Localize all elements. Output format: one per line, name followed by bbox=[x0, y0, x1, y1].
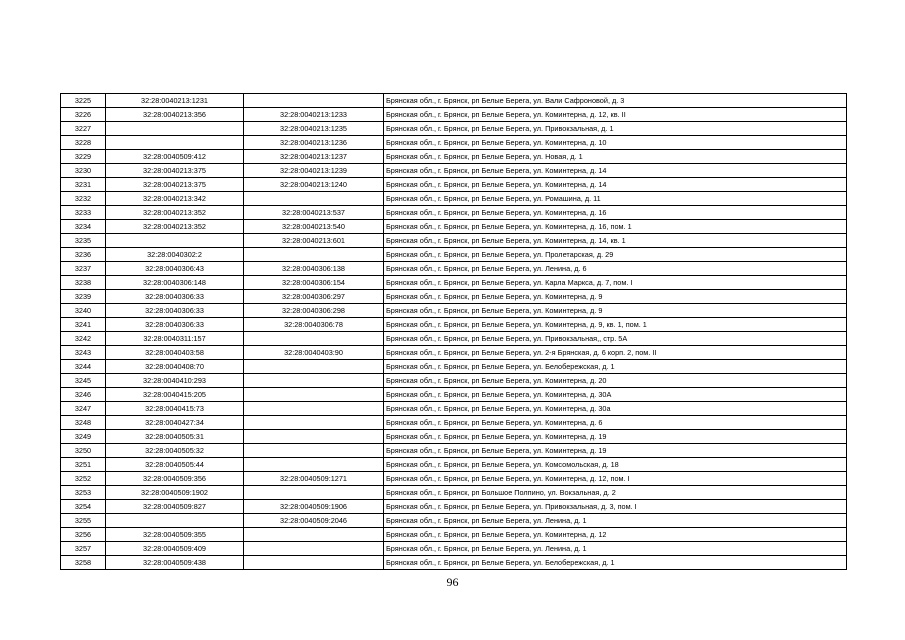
related-cadastral-number-cell bbox=[244, 556, 384, 570]
table-row bbox=[61, 486, 847, 500]
related-cadastral-number-cell: 32:28:0040213:1237 bbox=[244, 150, 384, 164]
cadastral-number-cell bbox=[106, 122, 244, 136]
table-row bbox=[61, 444, 847, 458]
related-cadastral-number-cell: 32:28:0040213:601 bbox=[244, 234, 384, 248]
address-cell: Брянская обл., г. Брянск, рп Большое Полпино, ул. Вокзальная, д. 2 bbox=[384, 486, 847, 500]
address-cell: Брянская обл., г. Брянск, рп Белые Берега, ул. Ромашина, д. 11 bbox=[384, 192, 847, 206]
cadastral-number-cell: 32:28:0040427:34 bbox=[106, 416, 244, 430]
address-cell: Брянская обл., г. Брянск, рп Белые Берега, ул. Коминтерна, д. 14 bbox=[384, 164, 847, 178]
table-row bbox=[61, 430, 847, 444]
cadastral-number-cell: 32:28:0040306:33 bbox=[106, 290, 244, 304]
row-number-cell: 3255 bbox=[61, 514, 106, 528]
cadastral-number-cell: 32:28:0040505:44 bbox=[106, 458, 244, 472]
related-cadastral-number-cell: 32:28:0040403:90 bbox=[244, 346, 384, 360]
row-number-cell: 3244 bbox=[61, 360, 106, 374]
cadastral-number-cell: 32:28:0040509:412 bbox=[106, 150, 244, 164]
table-row bbox=[61, 262, 847, 276]
cadastral-number-cell: 32:28:0040213:342 bbox=[106, 192, 244, 206]
table-row bbox=[61, 332, 847, 346]
address-cell: Брянская обл., г. Брянск, рп Белые Берега, ул. Коминтерна, д. 9 bbox=[384, 304, 847, 318]
related-cadastral-number-cell bbox=[244, 528, 384, 542]
table-body bbox=[61, 94, 847, 570]
address-cell: Брянская обл., г. Брянск, рп Белые Берега, ул. Коминтерна, д. 9 bbox=[384, 290, 847, 304]
row-number-cell: 3247 bbox=[61, 402, 106, 416]
row-number-cell: 3248 bbox=[61, 416, 106, 430]
related-cadastral-number-cell bbox=[244, 388, 384, 402]
row-number-cell: 3256 bbox=[61, 528, 106, 542]
row-number-cell: 3226 bbox=[61, 108, 106, 122]
row-number-cell: 3251 bbox=[61, 458, 106, 472]
related-cadastral-number-cell bbox=[244, 94, 384, 108]
cadastral-number-cell: 32:28:0040415:73 bbox=[106, 402, 244, 416]
table-row bbox=[61, 234, 847, 248]
cadastral-number-cell: 32:28:0040403:58 bbox=[106, 346, 244, 360]
table-row bbox=[61, 220, 847, 234]
cadastral-number-cell: 32:28:0040509:356 bbox=[106, 472, 244, 486]
related-cadastral-number-cell: 32:28:0040213:1236 bbox=[244, 136, 384, 150]
cadastral-number-cell: 32:28:0040509:1902 bbox=[106, 486, 244, 500]
row-number-cell: 3231 bbox=[61, 178, 106, 192]
related-cadastral-number-cell: 32:28:0040213:1235 bbox=[244, 122, 384, 136]
row-number-cell: 3228 bbox=[61, 136, 106, 150]
cadastral-number-cell: 32:28:0040311:157 bbox=[106, 332, 244, 346]
row-number-cell: 3243 bbox=[61, 346, 106, 360]
row-number-cell: 3245 bbox=[61, 374, 106, 388]
related-cadastral-number-cell bbox=[244, 416, 384, 430]
row-number-cell: 3230 bbox=[61, 164, 106, 178]
cadastral-number-cell: 32:28:0040408:70 bbox=[106, 360, 244, 374]
cadastral-number-cell: 32:28:0040213:352 bbox=[106, 206, 244, 220]
related-cadastral-number-cell: 32:28:0040306:78 bbox=[244, 318, 384, 332]
table-row bbox=[61, 514, 847, 528]
table-row bbox=[61, 360, 847, 374]
related-cadastral-number-cell bbox=[244, 402, 384, 416]
row-number-cell: 3257 bbox=[61, 542, 106, 556]
table-row bbox=[61, 136, 847, 150]
address-cell: Брянская обл., г. Брянск, рп Белые Берега, ул. Ленина, д. 1 bbox=[384, 514, 847, 528]
row-number-cell: 3253 bbox=[61, 486, 106, 500]
cadastral-number-cell: 32:28:0040509:438 bbox=[106, 556, 244, 570]
address-cell: Брянская обл., г. Брянск, рп Белые Берега, ул. Коминтерна, д. 14, кв. 1 bbox=[384, 234, 847, 248]
row-number-cell: 3242 bbox=[61, 332, 106, 346]
page-number: 96 bbox=[446, 575, 459, 589]
cadastral-number-cell: 32:28:0040302:2 bbox=[106, 248, 244, 262]
address-cell: Брянская обл., г. Брянск, рп Белые Берега, ул. Коминтерна, д. 12, кв. II bbox=[384, 108, 847, 122]
related-cadastral-number-cell: 32:28:0040306:138 bbox=[244, 262, 384, 276]
row-number-cell: 3238 bbox=[61, 276, 106, 290]
table-row bbox=[61, 472, 847, 486]
row-number-cell: 3232 bbox=[61, 192, 106, 206]
row-number-cell: 3241 bbox=[61, 318, 106, 332]
address-cell: Брянская обл., г. Брянск, рп Белые Берега, ул. Ленина, д. 1 bbox=[384, 542, 847, 556]
address-cell: Брянская обл., г. Брянск, рп Белые Берега, ул. Коминтерна, д. 6 bbox=[384, 416, 847, 430]
row-number-cell: 3239 bbox=[61, 290, 106, 304]
cadastral-number-cell bbox=[106, 234, 244, 248]
table-row bbox=[61, 402, 847, 416]
table-row bbox=[61, 290, 847, 304]
address-cell: Брянская обл., г. Брянск, рп Белые Берега, ул. Привокзальная,, стр. 5А bbox=[384, 332, 847, 346]
related-cadastral-number-cell: 32:28:0040509:2046 bbox=[244, 514, 384, 528]
cadastral-number-cell: 32:28:0040415:205 bbox=[106, 388, 244, 402]
address-cell: Брянская обл., г. Брянск, рп Белые Берега, ул. Коминтерна, д. 16, пом. 1 bbox=[384, 220, 847, 234]
cadastral-number-cell: 32:28:0040509:827 bbox=[106, 500, 244, 514]
address-cell: Брянская обл., г. Брянск, рп Белые Берега, ул. Пролетарская, д. 29 bbox=[384, 248, 847, 262]
table-row bbox=[61, 164, 847, 178]
related-cadastral-number-cell bbox=[244, 360, 384, 374]
document-page bbox=[60, 93, 847, 570]
related-cadastral-number-cell: 32:28:0040306:154 bbox=[244, 276, 384, 290]
cadastral-number-cell: 32:28:0040306:33 bbox=[106, 318, 244, 332]
table-row bbox=[61, 374, 847, 388]
related-cadastral-number-cell bbox=[244, 430, 384, 444]
related-cadastral-number-cell bbox=[244, 486, 384, 500]
table-row bbox=[61, 556, 847, 570]
cadastral-number-cell: 32:28:0040306:33 bbox=[106, 304, 244, 318]
table-row bbox=[61, 192, 847, 206]
table-row bbox=[61, 276, 847, 290]
address-cell: Брянская обл., г. Брянск, рп Белые Берега, ул. Коминтерна, д. 12 bbox=[384, 528, 847, 542]
address-cell: Брянская обл., г. Брянск, рп Белые Берега, ул. Коминтерна, д. 19 bbox=[384, 430, 847, 444]
related-cadastral-number-cell bbox=[244, 374, 384, 388]
table-row bbox=[61, 94, 847, 108]
address-cell: Брянская обл., г. Брянск, рп Белые Берега, ул. Ленина, д. 6 bbox=[384, 262, 847, 276]
address-cell: Брянская обл., г. Брянск, рп Белые Берега, ул. Комсомольская, д. 18 bbox=[384, 458, 847, 472]
address-cell: Брянская обл., г. Брянск, рп Белые Берега, ул. Новая, д. 1 bbox=[384, 150, 847, 164]
cadastral-number-cell: 32:28:0040213:1231 bbox=[106, 94, 244, 108]
cadastral-number-cell: 32:28:0040306:148 bbox=[106, 276, 244, 290]
address-cell: Брянская обл., г. Брянск, рп Белые Берега, ул. 2-я Брянская, д. 6 корп. 2, пом. II bbox=[384, 346, 847, 360]
row-number-cell: 3254 bbox=[61, 500, 106, 514]
related-cadastral-number-cell bbox=[244, 542, 384, 556]
table-row bbox=[61, 388, 847, 402]
cadastral-number-cell: 32:28:0040213:356 bbox=[106, 108, 244, 122]
address-cell: Брянская обл., г. Брянск, рп Белые Берега, ул. Привокзальная, д. 3, пом. I bbox=[384, 500, 847, 514]
cadastral-number-cell bbox=[106, 514, 244, 528]
row-number-cell: 3235 bbox=[61, 234, 106, 248]
address-cell: Брянская обл., г. Брянск, рп Белые Берега, ул. Коминтерна, д. 12, пом. I bbox=[384, 472, 847, 486]
related-cadastral-number-cell bbox=[244, 248, 384, 262]
cadastral-number-cell: 32:28:0040509:409 bbox=[106, 542, 244, 556]
cadastral-number-cell: 32:28:0040410:293 bbox=[106, 374, 244, 388]
table-row bbox=[61, 500, 847, 514]
address-cell: Брянская обл., г. Брянск, рп Белые Берега, ул. Коминтерна, д. 16 bbox=[384, 206, 847, 220]
row-number-cell: 3250 bbox=[61, 444, 106, 458]
row-number-cell: 3234 bbox=[61, 220, 106, 234]
related-cadastral-number-cell bbox=[244, 444, 384, 458]
cadastral-number-cell: 32:28:0040306:43 bbox=[106, 262, 244, 276]
address-cell: Брянская обл., г. Брянск, рп Белые Берега, ул. Коминтерна, д. 10 bbox=[384, 136, 847, 150]
table-row bbox=[61, 150, 847, 164]
table-row bbox=[61, 318, 847, 332]
table-row bbox=[61, 528, 847, 542]
related-cadastral-number-cell: 32:28:0040509:1906 bbox=[244, 500, 384, 514]
table-row bbox=[61, 248, 847, 262]
related-cadastral-number-cell: 32:28:0040213:1240 bbox=[244, 178, 384, 192]
related-cadastral-number-cell: 32:28:0040213:1233 bbox=[244, 108, 384, 122]
address-cell: Брянская обл., г. Брянск, рп Белые Берега, ул. Коминтерна, д. 20 bbox=[384, 374, 847, 388]
related-cadastral-number-cell: 32:28:0040306:298 bbox=[244, 304, 384, 318]
row-number-cell: 3225 bbox=[61, 94, 106, 108]
address-cell: Брянская обл., г. Брянск, рп Белые Берега, ул. Карла Маркса, д. 7, пом. I bbox=[384, 276, 847, 290]
cadastral-number-cell: 32:28:0040505:31 bbox=[106, 430, 244, 444]
table-row bbox=[61, 304, 847, 318]
table-row bbox=[61, 122, 847, 136]
related-cadastral-number-cell: 32:28:0040213:1239 bbox=[244, 164, 384, 178]
row-number-cell: 3249 bbox=[61, 430, 106, 444]
cadastral-number-cell: 32:28:0040213:375 bbox=[106, 164, 244, 178]
address-cell: Брянская обл., г. Брянск, рп Белые Берега, ул. Коминтерна, д. 9, кв. 1, пом. 1 bbox=[384, 318, 847, 332]
address-cell: Брянская обл., г. Брянск, рп Белые Берега, ул. Коминтерна, д. 14 bbox=[384, 178, 847, 192]
row-number-cell: 3227 bbox=[61, 122, 106, 136]
related-cadastral-number-cell: 32:28:0040213:537 bbox=[244, 206, 384, 220]
related-cadastral-number-cell: 32:28:0040213:540 bbox=[244, 220, 384, 234]
table-row bbox=[61, 458, 847, 472]
row-number-cell: 3240 bbox=[61, 304, 106, 318]
table-row bbox=[61, 178, 847, 192]
cadastral-number-cell: 32:28:0040509:355 bbox=[106, 528, 244, 542]
row-number-cell: 3237 bbox=[61, 262, 106, 276]
table-row bbox=[61, 346, 847, 360]
related-cadastral-number-cell bbox=[244, 192, 384, 206]
address-cell: Брянская обл., г. Брянск, рп Белые Берега, ул. Коминтерна, д. 30а bbox=[384, 402, 847, 416]
table-row bbox=[61, 416, 847, 430]
cadastral-number-cell bbox=[106, 136, 244, 150]
address-cell: Брянская обл., г. Брянск, рп Белые Берега, ул. Коминтерна, д. 30А bbox=[384, 388, 847, 402]
row-number-cell: 3233 bbox=[61, 206, 106, 220]
row-number-cell: 3229 bbox=[61, 150, 106, 164]
address-cell: Брянская обл., г. Брянск, рп Белые Берега, ул. Вали Сафроновой, д. 3 bbox=[384, 94, 847, 108]
row-number-cell: 3252 bbox=[61, 472, 106, 486]
cadastral-number-cell: 32:28:0040213:352 bbox=[106, 220, 244, 234]
property-registry-table bbox=[60, 93, 847, 570]
related-cadastral-number-cell bbox=[244, 332, 384, 346]
table-row bbox=[61, 542, 847, 556]
address-cell: Брянская обл., г. Брянск, рп Белые Берега, ул. Привокзальная, д. 1 bbox=[384, 122, 847, 136]
table-row bbox=[61, 206, 847, 220]
cadastral-number-cell: 32:28:0040505:32 bbox=[106, 444, 244, 458]
address-cell: Брянская обл., г. Брянск, рп Белые Берега, ул. Коминтерна, д. 19 bbox=[384, 444, 847, 458]
related-cadastral-number-cell: 32:28:0040306:297 bbox=[244, 290, 384, 304]
address-cell: Брянская обл., г. Брянск, рп Белые Берега, ул. Белобережская, д. 1 bbox=[384, 556, 847, 570]
address-cell: Брянская обл., г. Брянск, рп Белые Берега, ул. Белобережская, д. 1 bbox=[384, 360, 847, 374]
cadastral-number-cell: 32:28:0040213:375 bbox=[106, 178, 244, 192]
row-number-cell: 3258 bbox=[61, 556, 106, 570]
related-cadastral-number-cell: 32:28:0040509:1271 bbox=[244, 472, 384, 486]
table-row bbox=[61, 108, 847, 122]
row-number-cell: 3236 bbox=[61, 248, 106, 262]
row-number-cell: 3246 bbox=[61, 388, 106, 402]
related-cadastral-number-cell bbox=[244, 458, 384, 472]
